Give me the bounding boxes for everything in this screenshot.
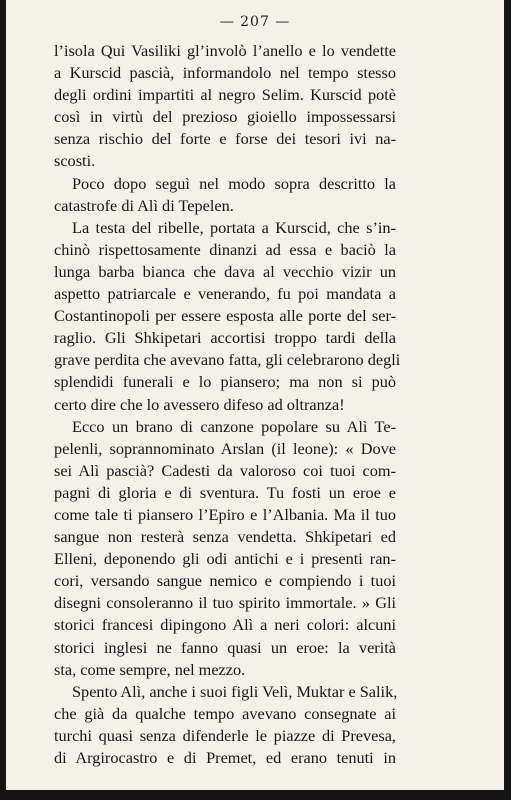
text-line: Poco dopo seguì nel modo sopra descritto la: [72, 173, 396, 193]
page-number: — 207 —: [219, 14, 291, 30]
text-line: senza rischio del forte e forse dei tesori ivi na-: [54, 129, 396, 149]
text-line: Spento Alì, anche i suoi figli Velì, Muktar e Salik,: [72, 681, 398, 701]
text-line: catastrofe di Alì di Tepelen.: [54, 195, 234, 215]
text-line: cori, versando sangue nemico e compiendo i tuoi: [54, 571, 396, 591]
text-line: grave perdita che avevano fatta, gli celebrarono degli: [54, 350, 401, 370]
text-line: l’isola Qui Vasiliki gl’involò l’anello e lo vendette: [54, 41, 396, 60]
text-line: La testa del ribelle, portata a Kurscid, che s’in-: [72, 217, 396, 237]
text-line: Elleni, deponendo gli odi antichi e i presenti ran-: [54, 549, 396, 569]
text-line: scosti.: [54, 151, 96, 171]
text-line: pelenli, soprannominato Arslan (il leone): « Dove: [54, 438, 396, 458]
text-line: splendidi funerali e lo piansero; ma non si può: [54, 372, 396, 392]
text-line: disegni consoleranno il tuo spirito immortale. » Gli: [54, 593, 396, 613]
text-line: storici inglesi ne fanno quasi un eroe: la verità: [54, 637, 396, 657]
text-line: raglio. Gli Shkipetari accortisi troppo tardi della: [54, 328, 396, 348]
text-line: Ecco un brano di canzone popolare su Alì Te-: [72, 416, 396, 436]
text-line: chinò rispettosamente dinanzi ad essa e baciò la: [54, 239, 396, 259]
text-line: pagni di gloria e di sventura. Tu fosti un eroe e: [54, 482, 396, 502]
text-line: certo dire che lo avessero difeso ad oltranza!: [54, 394, 345, 414]
text-line: sangue non resterà senza vendetta. Shkipetari ed: [54, 527, 396, 547]
text-line: così in virtù del prezioso gioiello impossessarsi: [54, 107, 396, 127]
text-line: lunga barba bianca che dava al vecchio vizir un: [54, 261, 396, 281]
text-line: sta, come sempre, nel mezzo.: [54, 659, 246, 679]
text-line: di Argirocastro e di Premet, ed erano tenuti in: [54, 748, 396, 767]
text-line: storici francesi dipingono Alì a neri colori: alcuni: [54, 615, 396, 635]
text-line: Costantinopoli per essere esposta alle porte del ser-: [54, 306, 396, 326]
text-line: sei Alì pascià? Cadesti da valoroso coi tuoi com-: [54, 460, 396, 480]
text-line: come tale ti piansero l’Epiro e l’Albania. Ma il tuo: [54, 504, 396, 524]
text-line: aspetto patriarcale e venerando, fu poi mandata a: [54, 284, 396, 304]
text-line: degli ordini impartiti al negro Selim. Kurscid potè: [54, 85, 396, 105]
book-page: [6, 0, 504, 790]
text-line: che già da qualche tempo avevano consegnate ai: [54, 703, 396, 723]
text-line: turchi quasi senza difenderle le piazze di Prevesa,: [54, 725, 396, 745]
text-line: a Kurscid pascià, informandolo nel tempo stesso: [54, 63, 396, 83]
body-text: [54, 40, 401, 769]
